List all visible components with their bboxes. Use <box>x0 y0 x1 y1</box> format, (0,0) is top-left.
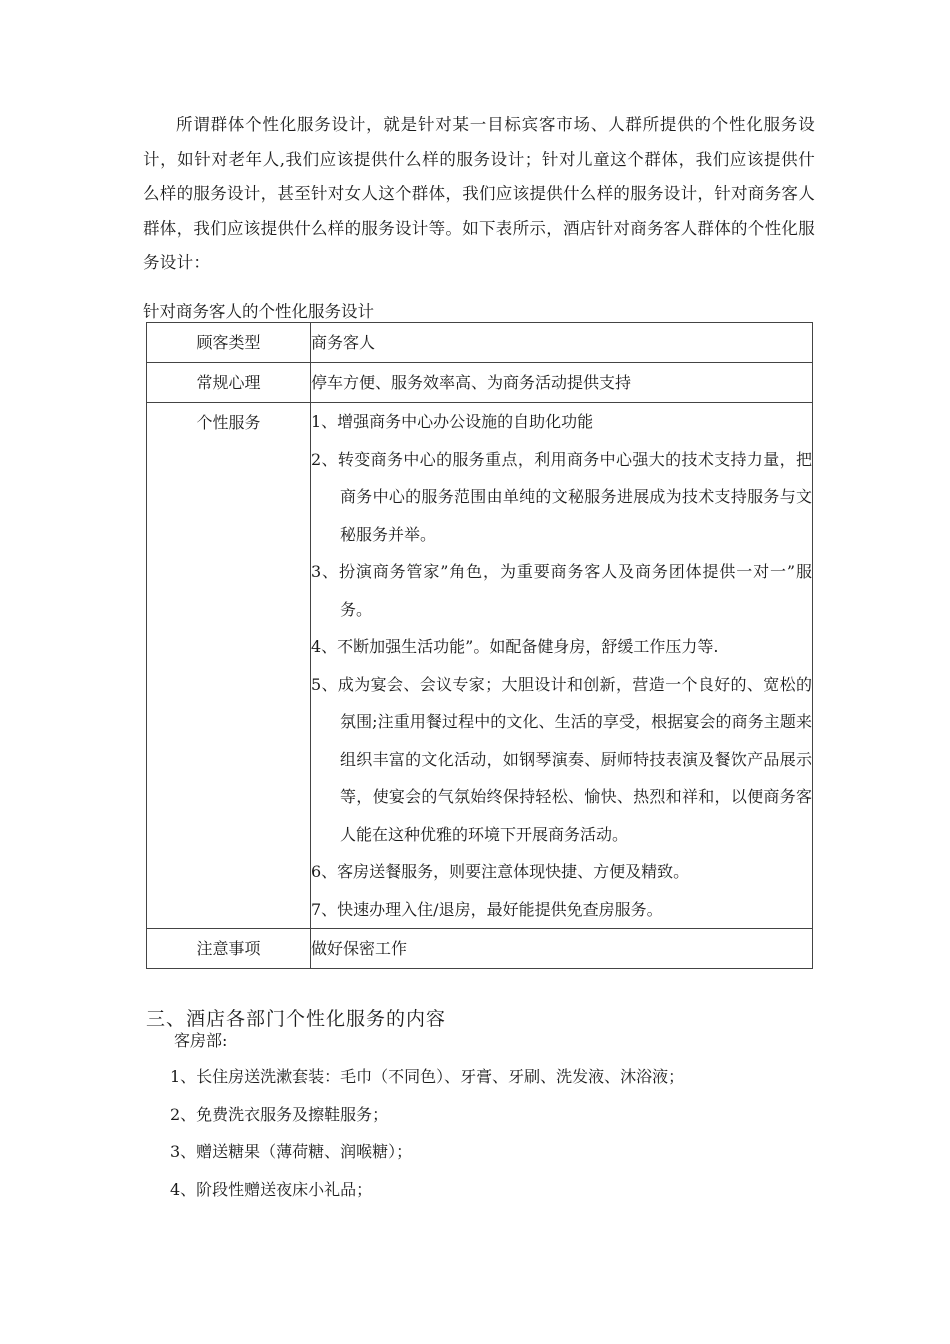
table-row <box>147 323 813 363</box>
list-item: 2、免费洗衣服务及擦鞋服务； <box>170 1104 389 1124</box>
list-item: 6、客房送餐服务，则要注意体现快捷、方便及精致。 <box>311 862 690 881</box>
table-caption: 针对商务客人的个性化服务设计 <box>143 302 374 321</box>
table-row <box>147 403 813 929</box>
intro-paragraph: 所谓群体个性化服务设计，就是针对某一目标宾客市场、人群所提供的个性化服务设计，如针对老年人,我们应该提供什么样的服务设计；针对儿童这个群体，我们应该提供什么样的服务设计，甚至针对女人这个群体，我们应该提供什么样的服务设计，针对商务客人群体，我们应该提供什么样的服务设计等。如下表所示，酒店针对商务客人群体的个性化服务设计： <box>143 115 815 272</box>
notes-label: 注意事项 <box>147 929 311 969</box>
services-list <box>311 403 812 928</box>
services-label: 个性服务 <box>147 403 311 929</box>
list-item: 1、增强商务中心办公设施的自助化功能 <box>311 412 594 431</box>
list-item: 4、阶段性赠送夜床小礼品； <box>170 1179 373 1199</box>
notes-value: 做好保密工作 <box>311 929 813 969</box>
table-row <box>147 363 813 403</box>
list-item: 7、快速办理入住/退房，最好能提供免查房服务。 <box>311 899 663 919</box>
list-item: 5、成为宴会、会议专家；大胆设计和创新，营造一个良好的、宽松的氛围;注重用餐过程中的文化、生活的享受，根据宴会的商务主题来组织丰富的文化活动，如钢琴演奏、厨师特技表演及餐饮产品展示等，使宴会的气氛始终保持轻松、愉快、热烈和祥和，以便商务客人能在这种优雅的环境下开展商务活动。 <box>311 674 812 844</box>
list-item: 3、赠送糖果（薄荷糖、润喉糖）； <box>170 1142 413 1161</box>
section-title: 三、酒店各部门个性化服务的内容 <box>146 1008 447 1030</box>
list-item: 3、扮演商务管家”角色，为重要商务客人及商务团体提供一对一”服务。 <box>311 562 812 619</box>
list-item: 2、转变商务中心的服务重点，利用商务中心强大的技术支持力量，把商务中心的服务范围由单纯的文秘服务进展成为技术支持服务与文秘服务并举。 <box>311 449 812 544</box>
table-row <box>147 929 813 969</box>
list-item: 1、长住房送洗漱套装：毛巾（不同色）、牙膏、牙刷、洗发液、沐浴液； <box>170 1067 685 1086</box>
room-service-list <box>170 1058 684 1208</box>
list-item: 4、不断加强生活功能”。如配备健身房，舒缓工作压力等. <box>311 637 719 656</box>
service-design-table <box>146 322 813 969</box>
psychology-value: 停车方便、服务效率高、为商务活动提供支持 <box>311 363 813 403</box>
department-heading: 客房部: <box>174 1031 228 1050</box>
services-list-cell <box>311 403 813 929</box>
psychology-label: 常规心理 <box>147 363 311 403</box>
customer-type-value: 商务客人 <box>311 323 813 363</box>
customer-type-label: 顾客类型 <box>147 323 311 363</box>
